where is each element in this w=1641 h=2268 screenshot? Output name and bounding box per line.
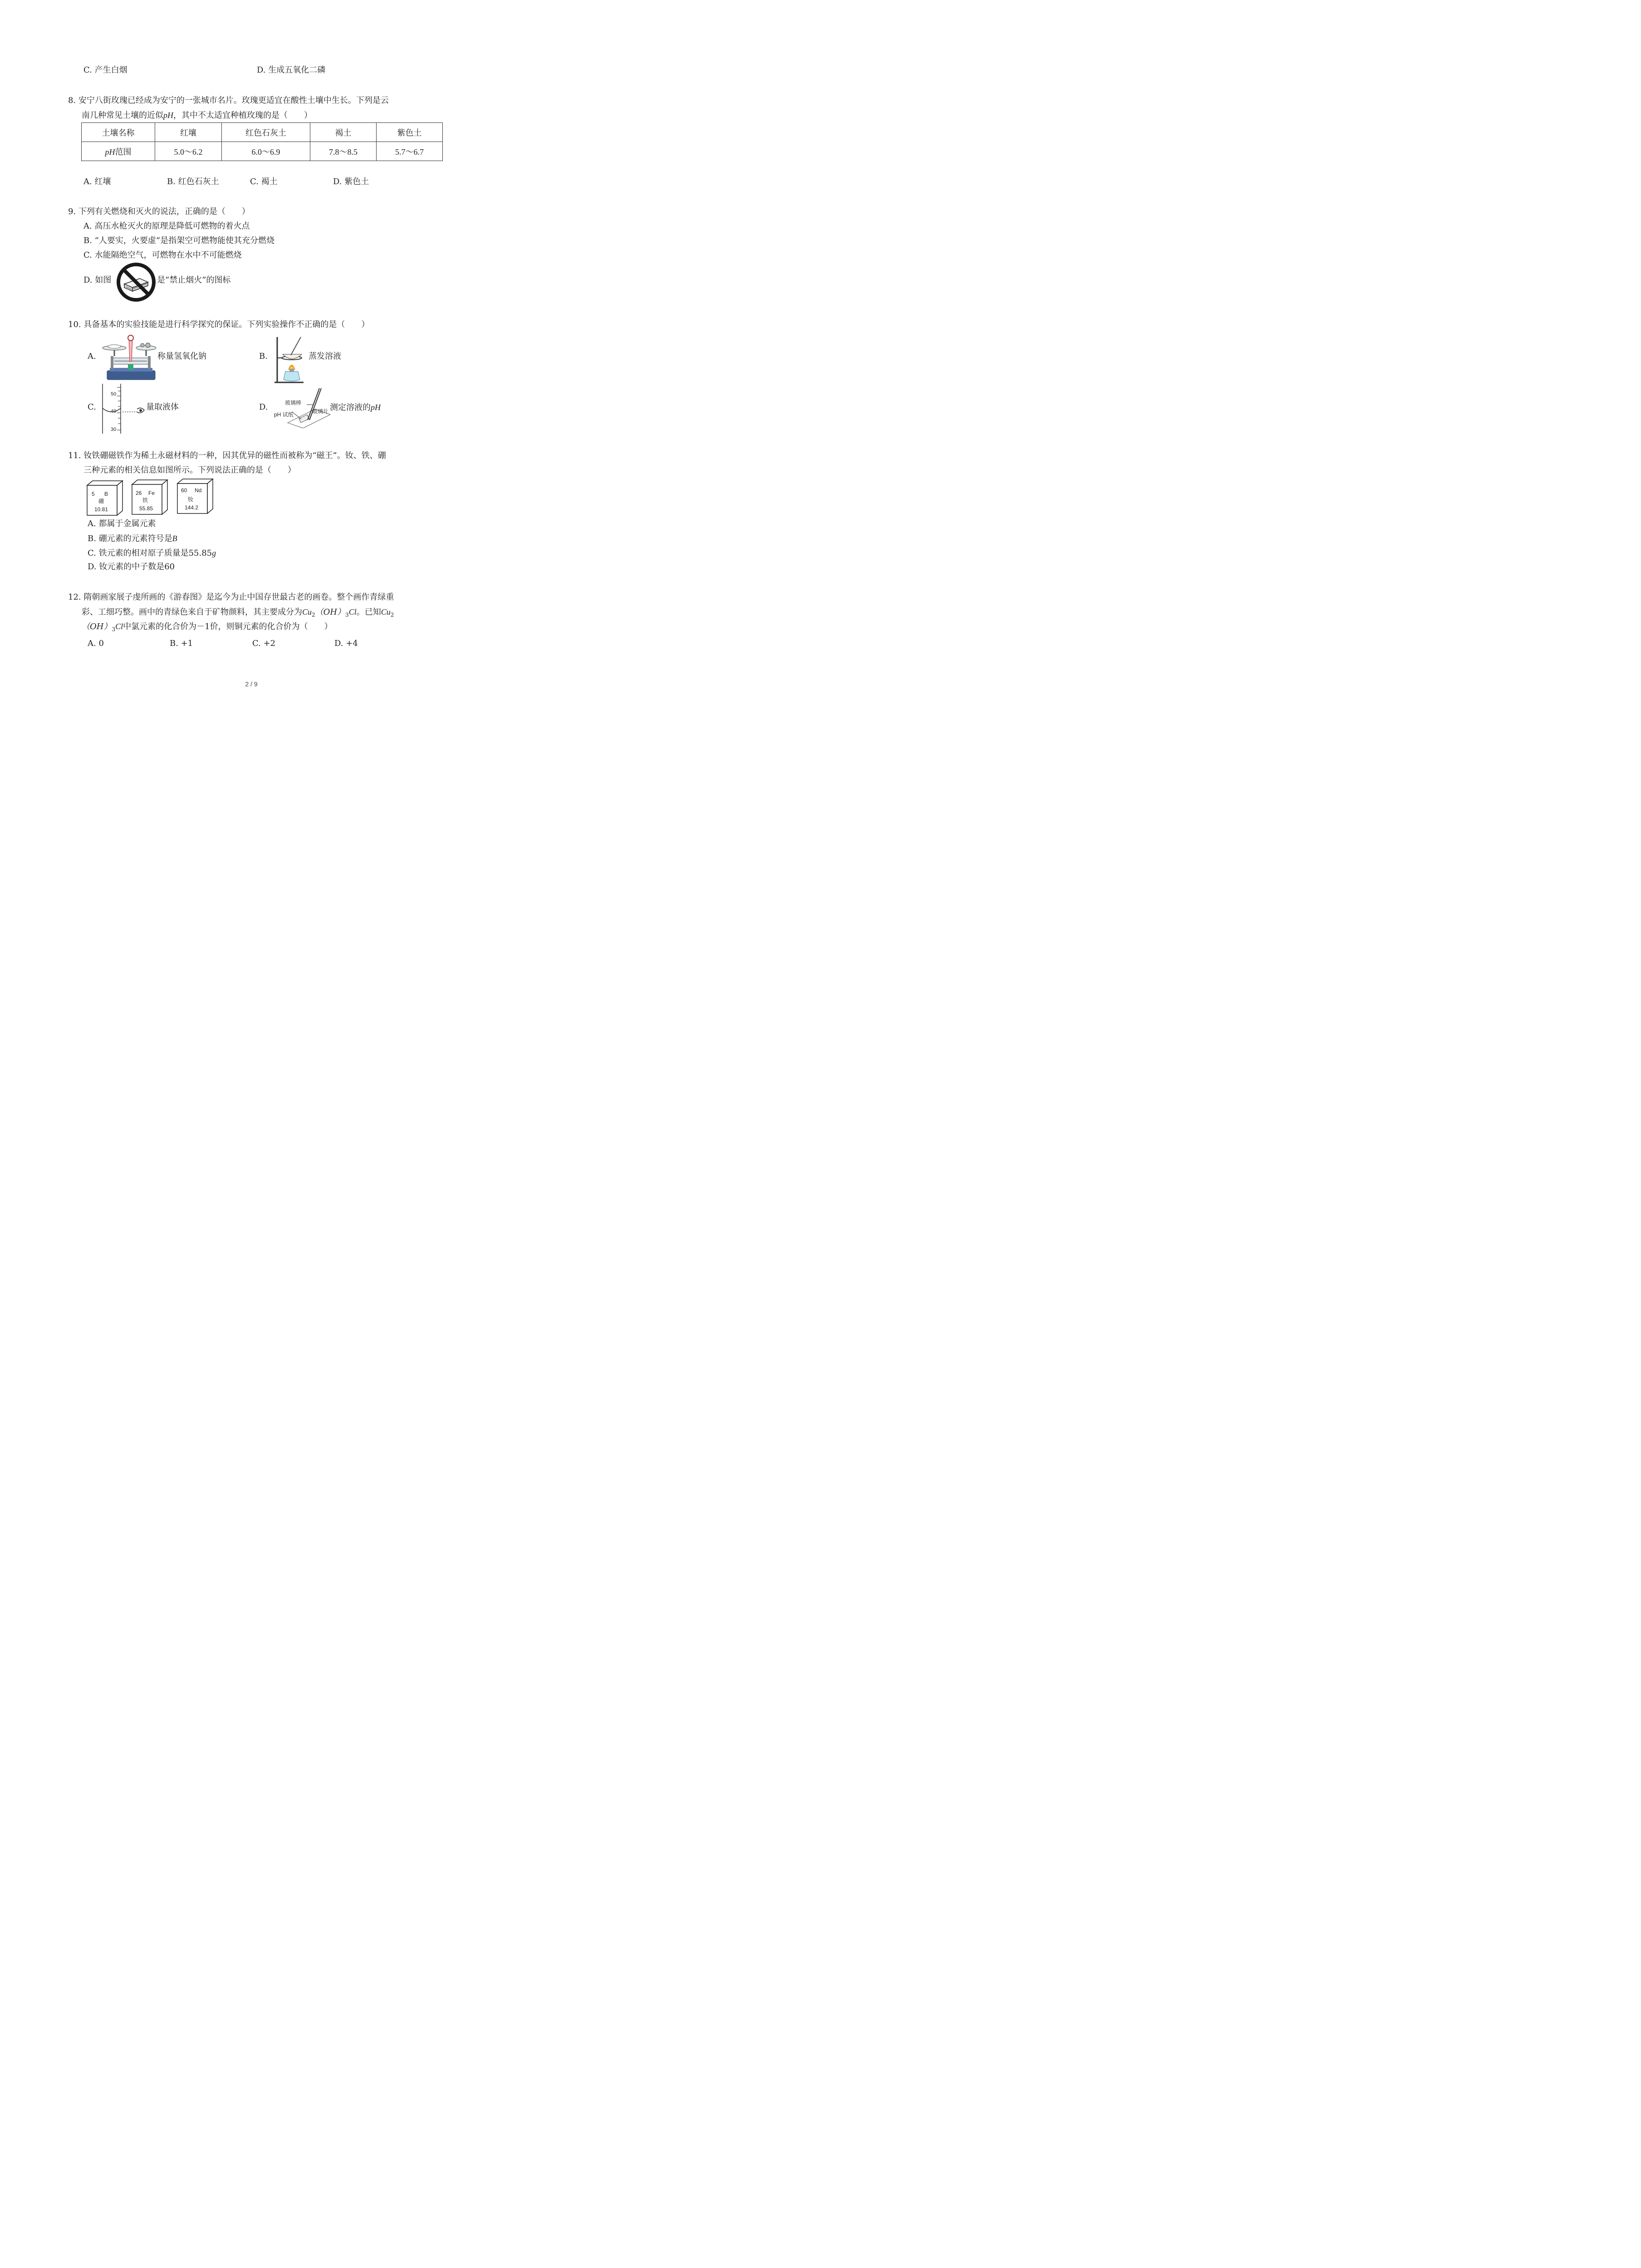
element-symbol: Nd bbox=[195, 487, 202, 494]
element-symbol: B bbox=[104, 491, 108, 497]
element-mass: 55.85 bbox=[139, 505, 153, 512]
q9-option-c: C. 水能隔绝空气，可燃物在水中不可能燃烧 bbox=[83, 250, 242, 260]
q12-stem-line1: 12. 隋朝画家展子虔所画的《游春图》是迄今为止中国存世最古老的画卷。整个画作青绿重 bbox=[68, 592, 394, 602]
no-fireworks-sign-icon bbox=[116, 262, 156, 304]
q10-option-d-letter: D. bbox=[259, 402, 268, 412]
q9-option-d-prefix: D. 如图 bbox=[83, 275, 112, 285]
table-cell: 5.7～6.7 bbox=[377, 142, 443, 161]
element-name: 铁 bbox=[142, 497, 148, 503]
q11-option-c: C. 铁元素的相对原子质量是55.85g bbox=[88, 548, 216, 558]
q8-option-a: A. 红壤 bbox=[83, 177, 111, 186]
page-number: 2 / 9 bbox=[245, 680, 258, 688]
q11-option-b: B. 硼元素的元素符号是B bbox=[88, 534, 177, 543]
balance-scale-illustration bbox=[101, 334, 158, 383]
q9-stem: 9. 下列有关燃烧和灭火的说法，正确的是（ ） bbox=[68, 207, 250, 216]
q8-option-d: D. 紫色土 bbox=[333, 177, 369, 186]
table-cell: 土壤名称 bbox=[82, 123, 155, 142]
element-mass: 144.2 bbox=[185, 504, 199, 511]
q12-option-d: D. +4 bbox=[334, 639, 358, 648]
table-cell: 紫色土 bbox=[377, 123, 443, 142]
table-cell: 5.0～6.2 bbox=[155, 142, 222, 161]
cylinder-tick-label: 50 bbox=[111, 391, 117, 397]
q12-option-b: B. +1 bbox=[170, 639, 193, 648]
q7-option-c: C. 产生白烟 bbox=[83, 65, 127, 75]
q11-stem-line2: 三种元素的相关信息如图所示。下列说法正确的是（ ） bbox=[83, 465, 296, 475]
q11-stem-line1: 11. 钕铁硼磁铁作为稀土永磁材料的一种，因其优异的磁性而被称为“磁王”。钕、铁、硼 bbox=[68, 451, 386, 460]
element-card-boron bbox=[86, 480, 123, 518]
q12-option-a: A. 0 bbox=[88, 639, 104, 648]
element-number: 60 bbox=[181, 487, 187, 494]
q12-stem-line3: $(OH)_3Cl$中氯元素的化合价为－1价，则铜元素的化合价为（ ） bbox=[82, 622, 333, 633]
q11-option-a: A. 都属于金属元素 bbox=[88, 519, 156, 528]
element-symbol: Fe bbox=[148, 490, 155, 496]
q9-option-b: B. “人要实，火要虚”是指架空可燃物能使其充分燃烧 bbox=[83, 236, 275, 245]
element-number: 5 bbox=[92, 491, 95, 497]
q7-option-d: D. 生成五氧化二磷 bbox=[257, 65, 326, 75]
element-name: 钕 bbox=[188, 496, 194, 503]
q11-option-d: D. 钕元素的中子数是60 bbox=[88, 562, 175, 572]
q10-option-b-letter: B. bbox=[259, 352, 268, 361]
q10-option-c-text: 量取液体 bbox=[146, 402, 179, 412]
q10-option-a-letter: A. bbox=[88, 352, 96, 361]
q9-option-d-suffix: 是“禁止烟火”的图标 bbox=[157, 275, 231, 285]
q8-stem-line2: 南几种常见土壤的近似pH，其中不太适宜种植玫瑰的是（ ） bbox=[82, 111, 312, 120]
table-cell: 红色石灰土 bbox=[222, 123, 310, 142]
table-cell: pH范围 bbox=[82, 142, 155, 161]
q10-stem: 10. 具备基本的实验技能是进行科学探究的保证。下列实验操作不正确的是（ ） bbox=[68, 320, 370, 329]
q8-stem-line1: 8. 安宁八街玫瑰已经成为安宁的一张城市名片。玫瑰更适宜在酸性土壤中生长。下列是云 bbox=[68, 96, 389, 105]
q12-stem-line2: 彩、工细巧整。画中的青绿色来自于矿物颜料，其主要成分为$Cu_2(OH)_3Cl$。已知$Cu_2$ bbox=[82, 607, 394, 618]
table-header-row bbox=[82, 123, 443, 142]
q8-option-c: C. 褐土 bbox=[250, 177, 278, 186]
q8-option-b: B. 红色石灰土 bbox=[167, 177, 219, 186]
q12-option-c: C. +2 bbox=[252, 639, 276, 648]
cylinder-tick-label: 40 bbox=[111, 409, 117, 414]
table-row bbox=[82, 142, 443, 161]
q10-option-c-letter: C. bbox=[88, 402, 96, 412]
q9-option-a: A. 高压水枪灭火的原理是降低可燃物的着火点 bbox=[83, 221, 250, 231]
ph-label-glass-plate: 玻璃片 bbox=[312, 408, 329, 415]
graduated-cylinder-illustration bbox=[101, 384, 146, 435]
table-cell: 红壤 bbox=[155, 123, 222, 142]
q10-option-a-text: 称量氢氧化钠 bbox=[157, 352, 206, 361]
element-number: 26 bbox=[136, 490, 142, 496]
ph-label-test-paper: pH 试纸 bbox=[274, 411, 294, 418]
evaporation-setup-illustration bbox=[274, 334, 305, 387]
q10-option-d-text: 测定溶液的pH bbox=[330, 403, 381, 412]
element-name: 硼 bbox=[98, 498, 104, 504]
ph-label-glass-rod: 玻璃棒 bbox=[285, 400, 302, 406]
soil-ph-table bbox=[81, 122, 443, 161]
element-card-neodymium bbox=[176, 478, 214, 516]
element-mass: 10.81 bbox=[94, 506, 108, 513]
table-cell: 褐土 bbox=[310, 123, 377, 142]
table-cell: 6.0～6.9 bbox=[222, 142, 310, 161]
q10-option-b-text: 蒸发溶液 bbox=[309, 352, 341, 361]
table-cell: 7.8～8.5 bbox=[310, 142, 377, 161]
element-card-iron bbox=[131, 479, 168, 517]
cylinder-tick-label: 30 bbox=[111, 427, 117, 432]
